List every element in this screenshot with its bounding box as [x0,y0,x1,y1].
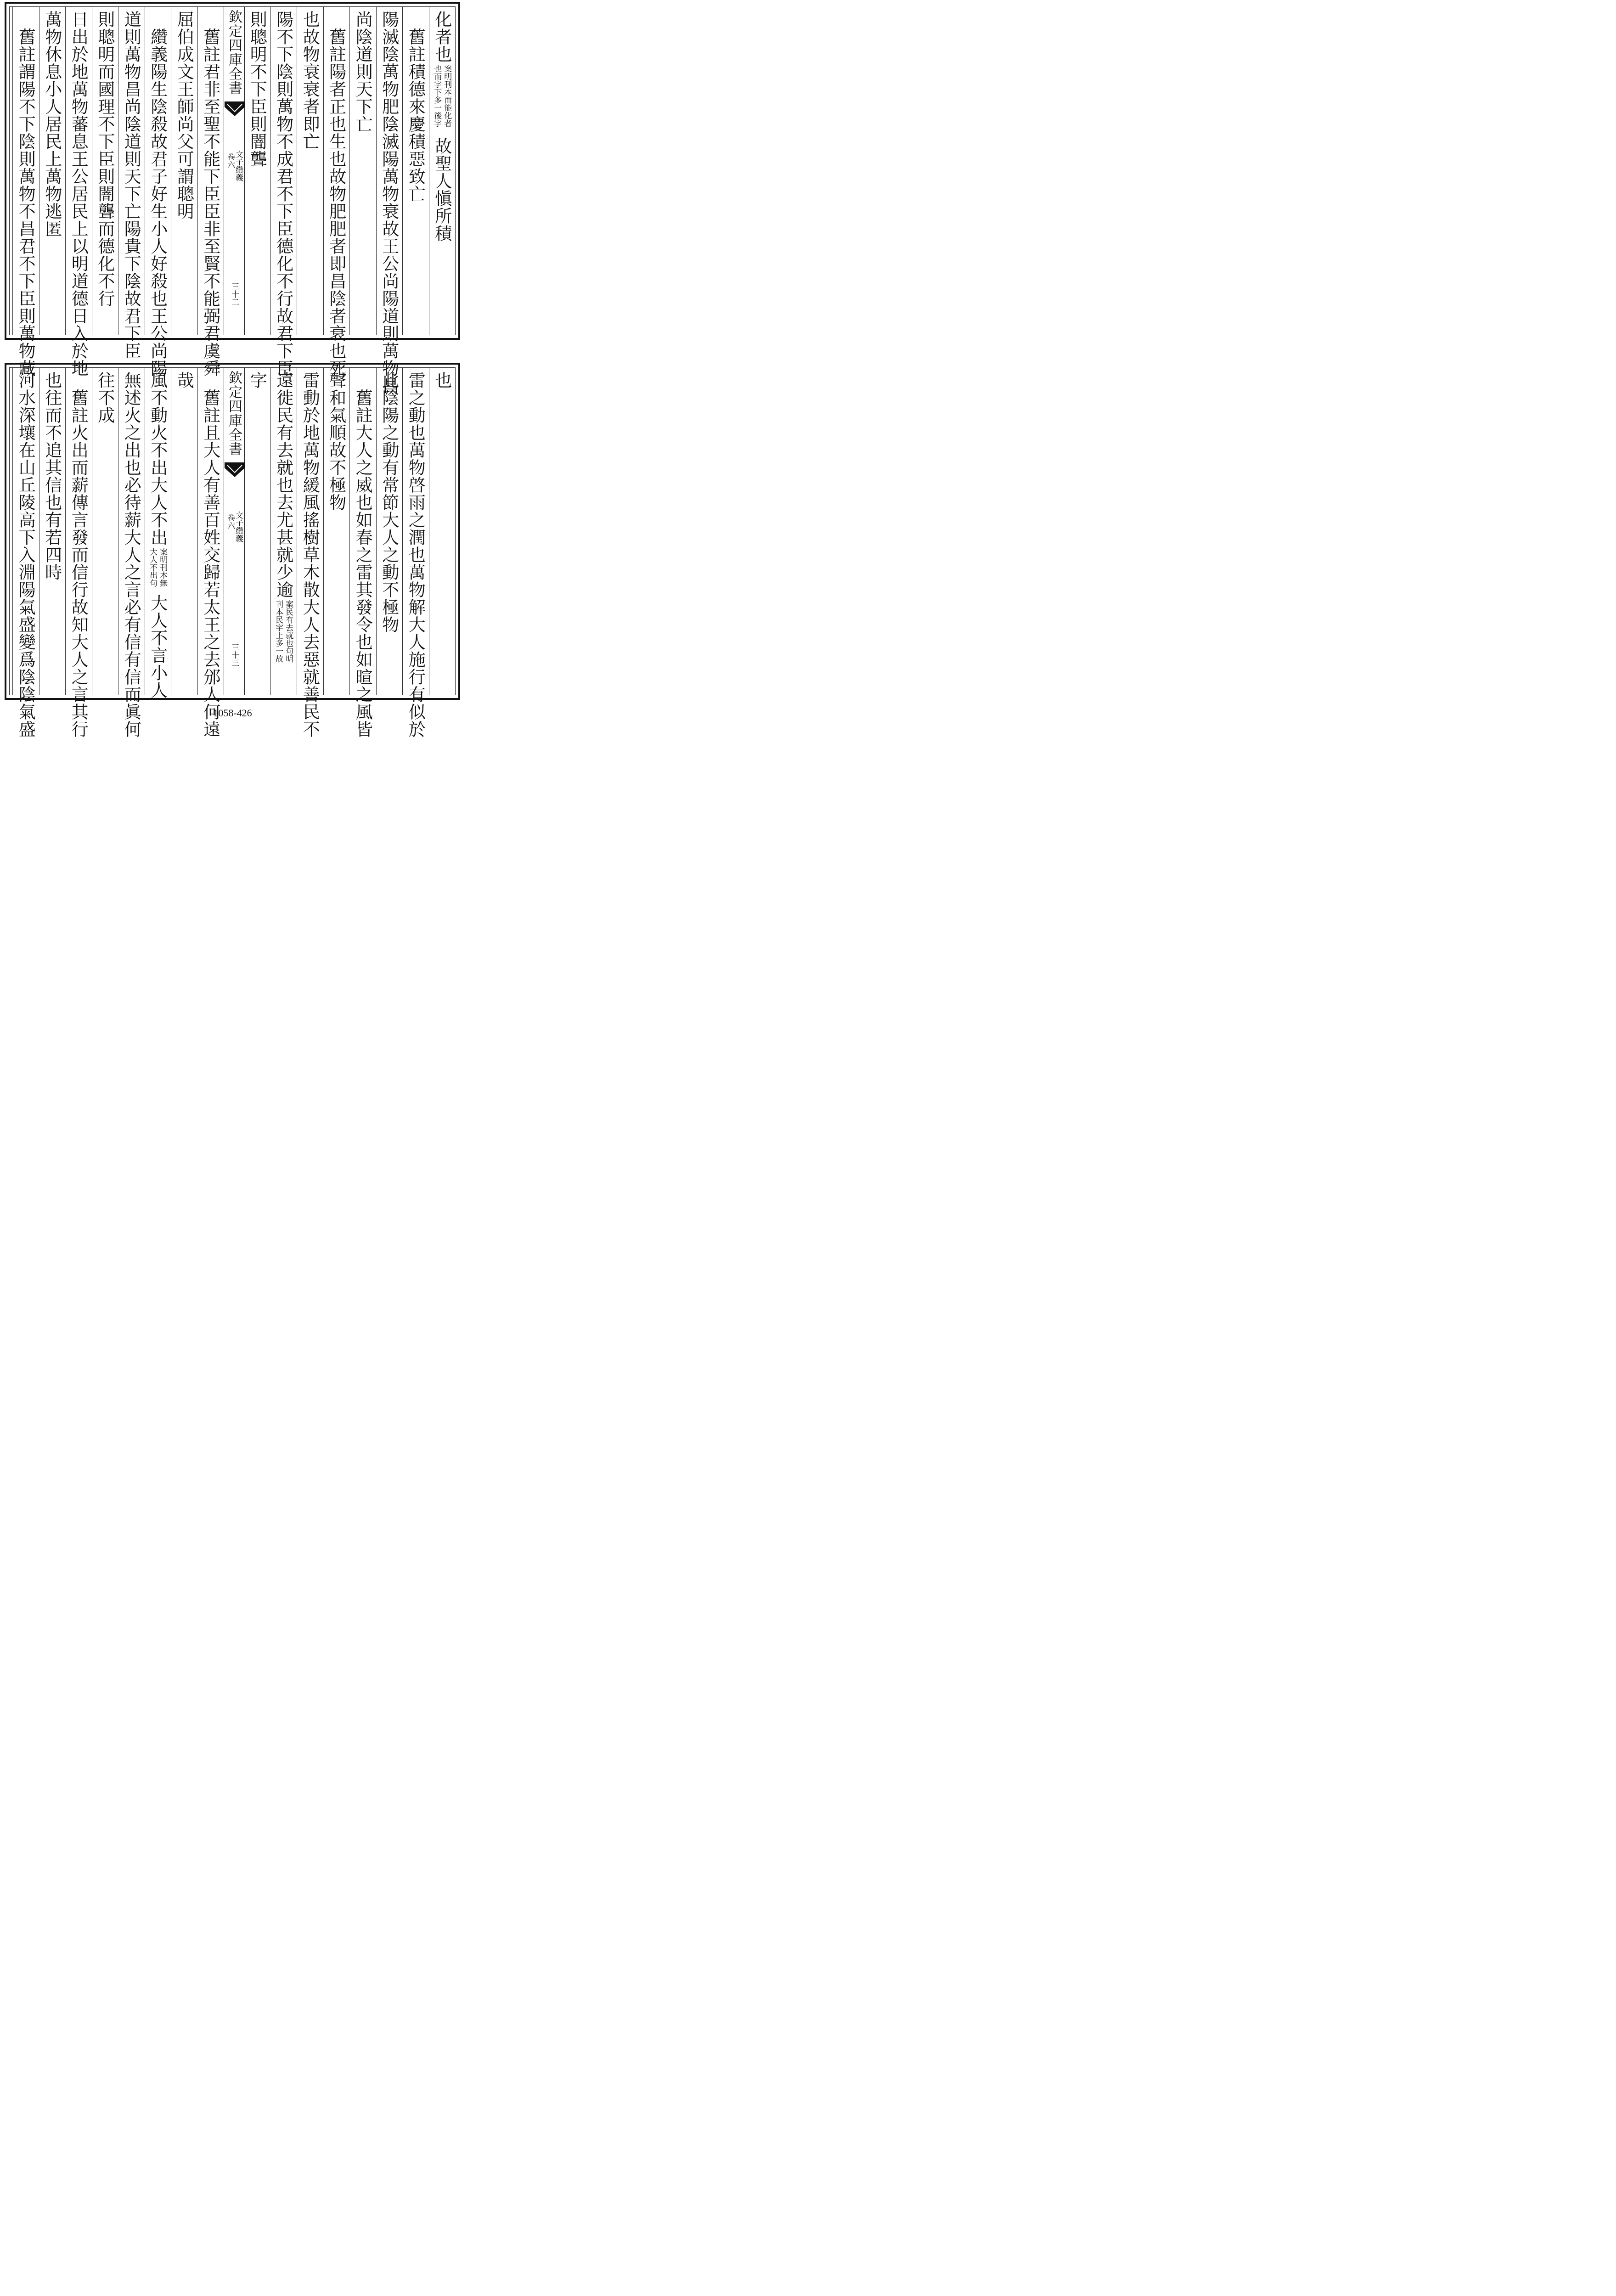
text-column: 舊註陽者正也生也故物肥肥者即昌陰者衰也死 [326,11,346,377]
inline-annotation: 案民有去就也句明 [284,600,293,663]
center-book-title: 文子纘義 [234,150,243,181]
inline-annotation: 案明刊本而能化者 [442,65,452,127]
column-rule [12,7,13,335]
text-column: 無述火之出也必待薪大人之言必有信有信而眞何 [121,371,141,738]
column-rule [12,368,13,695]
text-column: 萬物休息小人居民上萬物逃匿 [42,11,62,237]
inline-annotation: 案明刊本無 [158,548,168,587]
column-rule [197,7,198,335]
center-book-title: 文子纘義 [234,511,243,542]
text-column: 舊註君非至聖不能下臣臣非至賢不能弼君虞舜 [200,11,220,377]
text-column: 舊註火出而薪傳言發而信行故知大人之言其行 [68,371,89,738]
text-column: 遠徙民有去就也去尤甚就少逾 [273,371,293,598]
text-column: 風不動火不出大人不出 [147,371,168,546]
column-rule [65,7,66,335]
text-column: 也故物衰衰者即亡 [300,11,320,150]
text-column: 陽不下陰則萬物不成君不下臣德化不行故君下臣 [273,11,293,377]
text-column: 化者也 [432,11,452,63]
text-column-continued: 大人不言小人 [147,594,168,699]
column-rule [402,7,403,335]
inline-annotation: 也而字下多一後字 [432,65,442,127]
scanned-book-pages [0,0,465,738]
center-page-number: 三十二 [230,282,239,306]
text-column: 纘義陽生陰殺故君子好生小人好殺也王公尚陽 [147,11,168,377]
text-column: 也往而不追其信也有若四時 [42,371,62,581]
center-volume: 卷六 [225,153,235,169]
inline-annotation: 大人不出句 [148,548,158,587]
column-rule [197,368,198,695]
center-title: 欽定四庫全書 [226,371,242,456]
text-column: 則聰明而國理不下臣則闇聾而德化不行 [95,11,115,307]
fishtail-marker-icon [224,101,246,117]
column-rule [376,7,377,335]
text-column: 聲和氣順故不極物 [326,371,346,511]
center-page-number: 三十三 [230,643,239,667]
text-column-continued: 故聖人愼所積 [432,137,452,242]
column-rule [270,7,271,335]
text-column: 舊註大人之威也如春之雷其發令也如暄之風皆 [353,371,373,738]
column-rule [270,368,271,695]
column-rule [349,368,350,695]
text-column: 往不成 [95,371,115,424]
text-column: 屈伯成文王師尚父可謂聰明 [174,11,194,220]
text-column: 字 [247,371,267,389]
column-rule [376,368,377,695]
center-volume: 卷六 [225,514,235,529]
column-rule [65,368,66,695]
text-column: 舊註謂陽不下陰則萬物不昌君不下臣則萬物藏 [16,11,36,377]
center-title: 欽定四庫全書 [226,10,242,95]
text-column: 舊註積德來慶積惡致亡 [405,11,426,203]
text-column: 雷之動也萬物啓雨之潤也萬物解大人施行有似於 [405,371,426,738]
text-column: 日出於地萬物蕃息王公居民上以明道德日入於地 [68,11,89,377]
text-column: 尚陰道則天下亡 [353,11,373,133]
page-top-inner-border [9,6,456,394]
text-column: 此陰陽之動有常節大人之動不極物 [379,371,399,633]
text-column: 也 [432,371,452,389]
column-rule [323,7,324,335]
text-column: 則聰明不下臣則闇聾 [247,11,267,168]
column-rule [349,7,350,335]
text-column: 雷動於地萬物緩風搖樹草木散大人去惡就善民不 [300,371,320,738]
text-column: 道則萬物昌尚陰道則天下亡陽貴下陰故君下臣 [121,11,141,360]
text-column: 河水深壤在山丘陵高下入淵陽氣盛變爲陰陰氣盛 [16,371,36,738]
text-column: 舊註且大人有善百姓交歸若太王之去邠人何遠 [200,371,220,738]
page-footer-number: 1058-426 [213,707,252,719]
text-column: 哉 [174,371,194,389]
column-rule [323,368,324,695]
column-rule [402,368,403,695]
fishtail-marker-icon [224,461,246,478]
page-top [5,2,460,394]
text-column: 陽滅陰萬物肥陰滅陽萬物衰故王公尚陽道則萬物昌 [379,11,399,394]
inline-annotation: 刊本民字上多一故 [274,600,283,663]
